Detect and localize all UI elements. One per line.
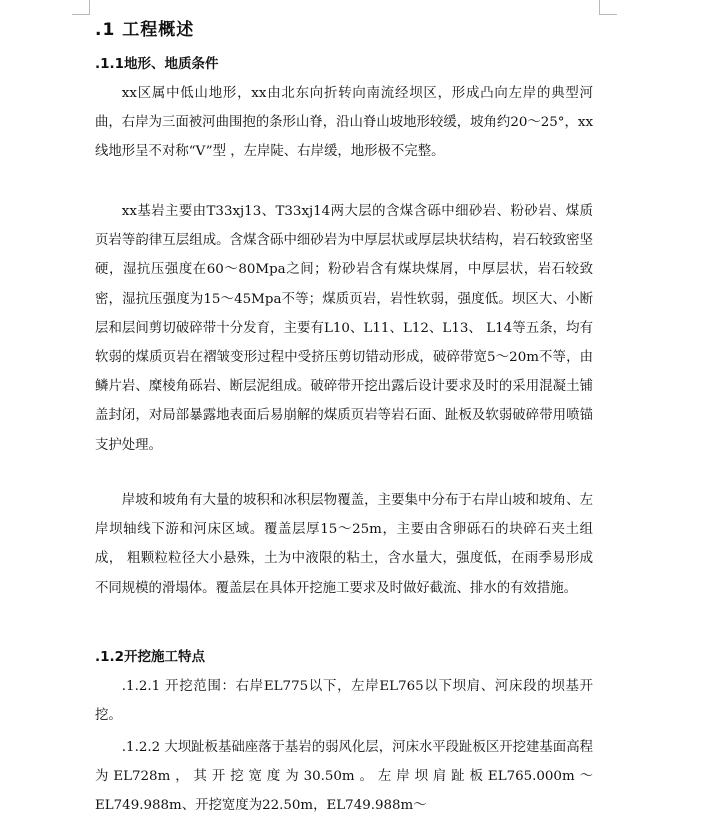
section-heading-excavation: .1.2开挖施工特点 [95, 649, 206, 665]
crop-mark-top-left-vertical [89, 0, 90, 15]
paragraph-toe-slab-foundation: .1.2.2 大坝趾板基础座落于基岩的弱风化层，河床水平段趾板区开挖建基面高程为EL728m，其开挖宽度为30.50m。左岸坝肩趾板EL765.000m～EL749.988m、开挖宽度为22.50m，EL749.988m～ [95, 740, 593, 814]
paragraph-terrain: xx区属中低山地形，xx由北东向折转向南流经坝区，形成凸向左岸的典型河曲，右岸为三面被河曲围抱的条形山脊，沿山脊山坡地形较缓，坡角约20～25°，xx线地形呈不对称“V”型 ，左岸陡、右岸缓，地形极不完整。 [95, 86, 593, 160]
paragraph-bedrock: xx基岩主要由T33xj13、T33xj14两大层的含煤含砾中细砂岩、粉砂岩、煤质页岩等韵律互层组成。含煤含砾中细砂岩为中厚层状或厚层块状结构，岩石较致密坚硬，湿抗压强度在60～80Mpa之间；粉砂岩含有煤块煤屑，中厚层状，岩石较致密，湿抗压强度为15～45Mpa不等；煤质页岩，岩性软弱，强度低。坝区大、小断层和层间剪切破碎带十分发育，主要有L10、L11、L12、L13、 L14等五条，均有软弱的煤质页岩在褶皱变形过程中受挤压剪切错动形成，破碎带宽5～20m不等，由鳞片岩、糜棱角砾岩、断层泥组成。破碎带开挖出露后设计要求及时的采用混凝土铺盖封闭，对局部暴露地表面后易崩解的煤质页岩等岩石面、趾板及软弱破碎带用喷锚支护处理。 [95, 204, 593, 453]
paragraph-overburden: 岸坡和坡角有大量的坡积和冰积层物覆盖，主要集中分布于右岸山坡和坡角、左岸坝轴线下游和河床区域。覆盖层厚15～25m，主要由含卵砾石的块碎石夹土组成， 粗颗粒粒径大小悬殊，土为中液限的粘土，含水量大，强度低，在雨季易形成不同规模的滑塌体。覆盖层在具体开挖施工要求及时做好截流、排水的有效措施。 [95, 493, 593, 596]
main-heading: .1 工程概述 [95, 20, 195, 40]
section-heading-terrain: .1.1地形、地质条件 [95, 56, 219, 72]
crop-mark-top-right-vertical [599, 0, 600, 15]
crop-mark-top-right [599, 14, 617, 15]
crop-mark-top-left [72, 14, 90, 15]
paragraph-excavation-range: .1.2.1 开挖范围：右岸EL775以下，左岸EL765以下坝肩、河床段的坝基开挖。 [95, 679, 593, 724]
